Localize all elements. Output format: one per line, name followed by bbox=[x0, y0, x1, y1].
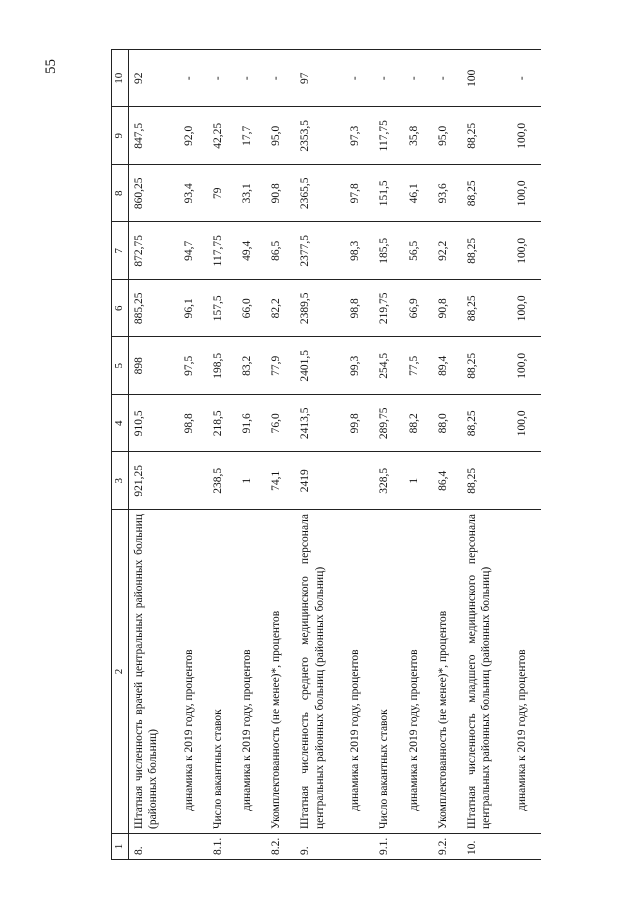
cell-value: 254,5 bbox=[374, 337, 403, 395]
table-rotator bbox=[111, 50, 541, 860]
cell-value: 847,5 bbox=[128, 107, 178, 165]
cell-value: 88,25 bbox=[462, 165, 512, 223]
column-header-9: 9 bbox=[112, 107, 129, 165]
cell-value: 35,8 bbox=[404, 107, 433, 165]
row-label: Штатная численность младшего медицинского персонала центральных районных больниц (районных больниц) bbox=[462, 510, 512, 834]
cell-value: - bbox=[512, 50, 541, 108]
table-row bbox=[266, 50, 295, 860]
cell-value: 97 bbox=[295, 50, 345, 108]
cell-value: 872,75 bbox=[128, 222, 178, 280]
cell-value: 289,75 bbox=[374, 395, 403, 453]
cell-value: 42,25 bbox=[208, 107, 237, 165]
cell-value: 218,5 bbox=[208, 395, 237, 453]
cell-value: 74,1 bbox=[266, 452, 295, 510]
cell-value: 77,5 bbox=[404, 337, 433, 395]
cell-value: - bbox=[208, 50, 237, 108]
cell-value: 2365,5 bbox=[295, 165, 345, 223]
cell-value: 46,1 bbox=[404, 165, 433, 223]
row-number: 8.1. bbox=[208, 834, 237, 860]
cell-value: 95,0 bbox=[266, 107, 295, 165]
row-number: 10. bbox=[462, 834, 512, 860]
cell-value: 2401,5 bbox=[295, 337, 345, 395]
table-row bbox=[295, 50, 345, 860]
column-header-5: 5 bbox=[112, 337, 129, 395]
cell-value: 100,0 bbox=[512, 337, 541, 395]
cell-value: 97,5 bbox=[179, 337, 208, 395]
cell-value: - bbox=[345, 50, 374, 108]
cell-value: 198,5 bbox=[208, 337, 237, 395]
cell-value: 92,2 bbox=[433, 222, 462, 280]
page-number: 55 bbox=[43, 59, 59, 74]
cell-value: - bbox=[237, 50, 266, 108]
cell-value: - bbox=[374, 50, 403, 108]
rotated-table-container bbox=[111, 50, 541, 860]
cell-value: 117,75 bbox=[208, 222, 237, 280]
cell-value: 100,0 bbox=[512, 107, 541, 165]
column-header-10: 10 bbox=[112, 50, 129, 108]
table-row bbox=[128, 50, 178, 860]
cell-value: 98,8 bbox=[345, 280, 374, 338]
cell-value: 97,3 bbox=[345, 107, 374, 165]
row-number: 8.2. bbox=[266, 834, 295, 860]
cell-value: 898 bbox=[128, 337, 178, 395]
cell-value bbox=[179, 452, 208, 510]
cell-value: 79 bbox=[208, 165, 237, 223]
cell-value: 95,0 bbox=[433, 107, 462, 165]
table-body bbox=[128, 50, 541, 860]
cell-value: 100,0 bbox=[512, 395, 541, 453]
column-header-4: 4 bbox=[112, 395, 129, 453]
cell-value: 77,9 bbox=[266, 337, 295, 395]
cell-value: 2419 bbox=[295, 452, 345, 510]
row-label: Штатная численность среднего медицинского персонала центральных районных больниц (районных больниц) bbox=[295, 510, 345, 834]
table-row bbox=[374, 50, 403, 860]
cell-value: 49,4 bbox=[237, 222, 266, 280]
cell-value: 66,9 bbox=[404, 280, 433, 338]
row-label: динамика к 2019 году, процентов bbox=[179, 510, 208, 834]
cell-value: 185,5 bbox=[374, 222, 403, 280]
row-label: динамика к 2019 году, процентов bbox=[404, 510, 433, 834]
table-row bbox=[179, 50, 208, 860]
column-header-8: 8 bbox=[112, 165, 129, 223]
column-header-3: 3 bbox=[112, 452, 129, 510]
cell-value: 93,4 bbox=[179, 165, 208, 223]
cell-value: 238,5 bbox=[208, 452, 237, 510]
cell-value: 910,5 bbox=[128, 395, 178, 453]
cell-value: 96,1 bbox=[179, 280, 208, 338]
cell-value: 1 bbox=[237, 452, 266, 510]
cell-value: 219,75 bbox=[374, 280, 403, 338]
cell-value: 2353,5 bbox=[295, 107, 345, 165]
cell-value: 100,0 bbox=[512, 280, 541, 338]
cell-value: 157,5 bbox=[208, 280, 237, 338]
cell-value: 860,25 bbox=[128, 165, 178, 223]
table-row bbox=[237, 50, 266, 860]
table-header-row bbox=[112, 50, 129, 860]
table-row bbox=[404, 50, 433, 860]
row-label: динамика к 2019 году, процентов bbox=[345, 510, 374, 834]
cell-value: 100,0 bbox=[512, 222, 541, 280]
cell-value: 88,25 bbox=[462, 280, 512, 338]
cell-value: 88,25 bbox=[462, 452, 512, 510]
column-header-2: 2 bbox=[112, 510, 129, 834]
row-number bbox=[237, 834, 266, 860]
cell-value: 1 bbox=[404, 452, 433, 510]
row-number bbox=[404, 834, 433, 860]
cell-value: 98,8 bbox=[179, 395, 208, 453]
row-label: Число вакантных ставок bbox=[374, 510, 403, 834]
cell-value: 86,4 bbox=[433, 452, 462, 510]
row-label: динамика к 2019 году, процентов bbox=[512, 510, 541, 834]
table-row bbox=[433, 50, 462, 860]
cell-value: - bbox=[179, 50, 208, 108]
table-row bbox=[512, 50, 541, 860]
column-header-1: 1 bbox=[112, 834, 129, 860]
row-number: 8. bbox=[128, 834, 178, 860]
cell-value: 88,0 bbox=[433, 395, 462, 453]
cell-value: - bbox=[433, 50, 462, 108]
row-label: Число вакантных ставок bbox=[208, 510, 237, 834]
row-number bbox=[345, 834, 374, 860]
cell-value: 83,2 bbox=[237, 337, 266, 395]
cell-value: 885,25 bbox=[128, 280, 178, 338]
cell-value: 90,8 bbox=[433, 280, 462, 338]
row-number: 9.2. bbox=[433, 834, 462, 860]
indicators-table bbox=[111, 49, 541, 860]
cell-value: - bbox=[266, 50, 295, 108]
cell-value: 92,0 bbox=[179, 107, 208, 165]
cell-value: 33,1 bbox=[237, 165, 266, 223]
cell-value: 93,6 bbox=[433, 165, 462, 223]
cell-value: - bbox=[404, 50, 433, 108]
cell-value: 151,5 bbox=[374, 165, 403, 223]
table-row bbox=[208, 50, 237, 860]
cell-value: 2377,5 bbox=[295, 222, 345, 280]
row-number: 9. bbox=[295, 834, 345, 860]
cell-value: 100,0 bbox=[512, 165, 541, 223]
cell-value: 117,75 bbox=[374, 107, 403, 165]
row-label: динамика к 2019 году, процентов bbox=[237, 510, 266, 834]
row-number bbox=[179, 834, 208, 860]
cell-value: 100 bbox=[462, 50, 512, 108]
cell-value: 2389,5 bbox=[295, 280, 345, 338]
cell-value: 97,8 bbox=[345, 165, 374, 223]
cell-value: 17,7 bbox=[237, 107, 266, 165]
column-header-7: 7 bbox=[112, 222, 129, 280]
row-label: Укомплектованность (не менее)*, процентов bbox=[266, 510, 295, 834]
cell-value: 86,5 bbox=[266, 222, 295, 280]
cell-value: 921,25 bbox=[128, 452, 178, 510]
cell-value: 76,0 bbox=[266, 395, 295, 453]
cell-value: 99,8 bbox=[345, 395, 374, 453]
cell-value bbox=[512, 452, 541, 510]
cell-value: 2413,5 bbox=[295, 395, 345, 453]
cell-value: 89,4 bbox=[433, 337, 462, 395]
cell-value: 88,25 bbox=[462, 395, 512, 453]
cell-value: 88,25 bbox=[462, 222, 512, 280]
row-number: 9.1. bbox=[374, 834, 403, 860]
column-header-6: 6 bbox=[112, 280, 129, 338]
cell-value: 98,3 bbox=[345, 222, 374, 280]
cell-value: 66,0 bbox=[237, 280, 266, 338]
cell-value: 91,6 bbox=[237, 395, 266, 453]
cell-value: 90,8 bbox=[266, 165, 295, 223]
cell-value: 94,7 bbox=[179, 222, 208, 280]
cell-value: 88,25 bbox=[462, 337, 512, 395]
cell-value: 82,2 bbox=[266, 280, 295, 338]
cell-value: 88,2 bbox=[404, 395, 433, 453]
row-label: Штатная численность врачей центральных районных больниц (районных больниц) bbox=[128, 510, 178, 834]
cell-value: 56,5 bbox=[404, 222, 433, 280]
cell-value: 88,25 bbox=[462, 107, 512, 165]
cell-value: 92 bbox=[128, 50, 178, 108]
table-row bbox=[345, 50, 374, 860]
cell-value bbox=[345, 452, 374, 510]
row-number bbox=[512, 834, 541, 860]
table-row bbox=[462, 50, 512, 860]
cell-value: 328,5 bbox=[374, 452, 403, 510]
row-label: Укомплектованность (не менее)*, процентов bbox=[433, 510, 462, 834]
cell-value: 99,3 bbox=[345, 337, 374, 395]
